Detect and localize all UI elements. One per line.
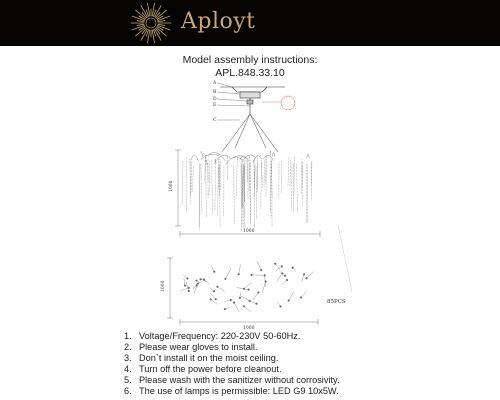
model-code: APL.848.33.10: [215, 67, 285, 79]
instruction-item: 1. Voltage/Frequency: 220-230V 50-60Hz.: [124, 331, 301, 341]
crystal-strand: [338, 225, 352, 292]
document-title: Model assembly instructions:: [182, 54, 318, 66]
ceiling-canopy: [220, 87, 295, 114]
height-dimension: 1000: [169, 180, 174, 192]
part-label-a: A: [213, 81, 217, 86]
part-labels: [212, 80, 250, 123]
plan-width-dimension: 1000: [243, 326, 255, 330]
crystal-count: 85PCS: [327, 299, 346, 305]
plan-height-dimension: 1000: [161, 280, 166, 292]
instruction-item: 4. Turn off the power before cleanout.: [124, 364, 282, 375]
instruction-item: 6. The use of lamps is permissible: LED G9 10x5W.: [124, 386, 339, 397]
instruction-item: 5. Please wash with the sanitizer without corrosivity.: [124, 375, 340, 386]
suspension-cables: [222, 114, 278, 152]
instruction-item: 2. Please wear gloves to install.: [124, 342, 258, 353]
part-label-c: C: [213, 118, 217, 123]
chandelier-front-view: [182, 151, 312, 231]
instructions-list: [124, 331, 340, 398]
part-label-b: B: [213, 90, 217, 95]
instruction-item: 3. Don`t install it on the moist ceiling.: [124, 353, 279, 364]
width-dimension: 1000: [243, 229, 255, 234]
part-label-e: E: [213, 103, 217, 108]
part-label-d: D: [213, 97, 217, 102]
chandelier-plan-view: [180, 261, 313, 312]
brand-logo: Aployt: [181, 9, 256, 34]
